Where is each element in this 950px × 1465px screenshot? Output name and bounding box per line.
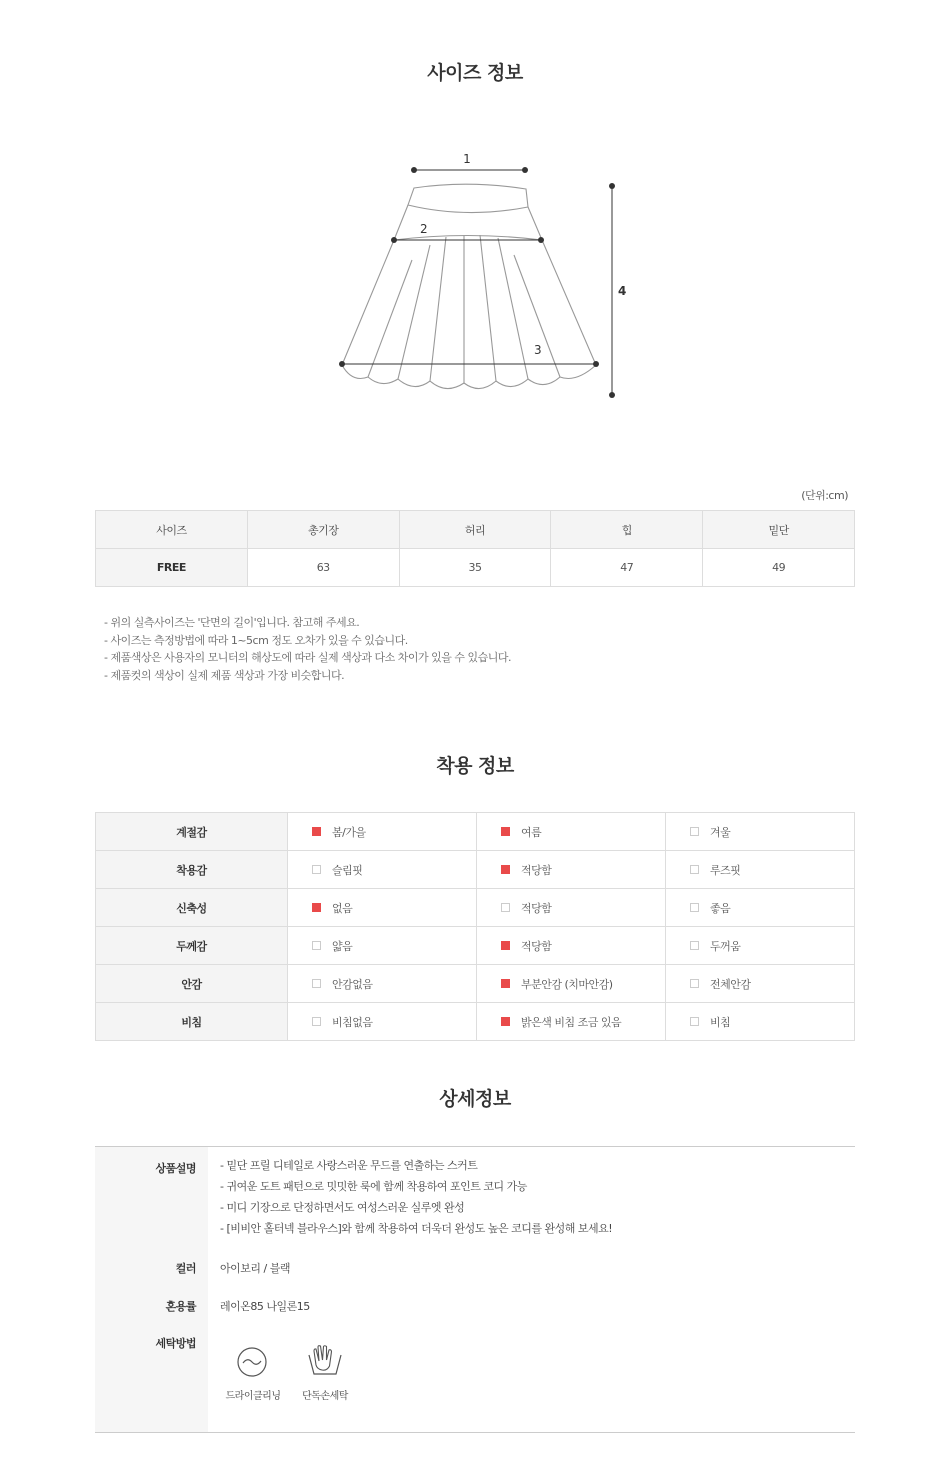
fit-option <box>477 1003 666 1041</box>
unchecked-box-icon <box>690 941 699 950</box>
fabric-label: 혼용률 <box>165 1300 196 1313</box>
fit-row-label: 비침 <box>96 1003 288 1041</box>
size-name-cell: FREE <box>96 549 248 587</box>
unchecked-box-icon <box>690 979 699 988</box>
fit-option <box>288 965 477 1003</box>
fit-option <box>477 851 666 889</box>
size-value-cell: 49 <box>703 549 855 587</box>
measure-line-3 <box>339 343 599 367</box>
fit-row-label: 안감 <box>96 965 288 1003</box>
size-table-header-row <box>96 511 855 549</box>
hand-wash-label: 단독손세탁 <box>302 1391 348 1402</box>
size-header-cell: 허리 <box>399 511 551 549</box>
color-value: 아이보리 / 블랙 <box>220 1262 290 1275</box>
note-line: - 위의 실측사이즈는 '단면의 길이'입니다. 참고해 주세요. <box>104 616 360 629</box>
size-value-cell: 35 <box>399 549 551 587</box>
wash-label: 세탁방법 <box>155 1337 196 1350</box>
size-info-title: 사이즈 정보 <box>427 62 523 84</box>
unchecked-box-icon <box>312 979 321 988</box>
fit-option-label: 얇음 <box>332 939 353 953</box>
dry-clean-icon <box>235 1345 269 1379</box>
measure-label-2: 2 <box>420 222 428 236</box>
checked-box-icon <box>312 827 321 836</box>
detail-label-column <box>95 1147 208 1432</box>
checked-box-icon <box>501 1017 510 1026</box>
fit-row <box>96 1003 855 1041</box>
fit-option-label: 비침없음 <box>332 1015 373 1029</box>
fit-option-label: 전체안감 <box>710 977 751 991</box>
fit-option-label: 부분안감 (치마안감) <box>521 977 613 991</box>
fit-row-label: 두께감 <box>96 927 288 965</box>
note-line: - 사이즈는 측정방법에 따라 1~5cm 정도 오차가 있을 수 있습니다. <box>104 633 408 647</box>
size-header-cell: 힙 <box>551 511 703 549</box>
size-table-row <box>96 549 855 587</box>
fit-option-label: 적당함 <box>521 863 552 877</box>
checked-box-icon <box>501 979 510 988</box>
fit-option-label: 루즈핏 <box>710 863 741 877</box>
fit-option-label: 적당함 <box>521 901 552 915</box>
fit-row <box>96 813 855 851</box>
fit-option <box>666 889 855 927</box>
fit-row-label: 착용감 <box>96 851 288 889</box>
fit-option-label: 적당함 <box>521 939 552 953</box>
fit-option-label: 비침 <box>710 1015 731 1029</box>
fit-option <box>477 813 666 851</box>
fit-row <box>96 927 855 965</box>
unchecked-box-icon <box>501 903 510 912</box>
fit-option-label: 봄/가을 <box>332 825 366 839</box>
fit-row <box>96 851 855 889</box>
size-header-cell: 사이즈 <box>96 511 248 549</box>
detail-info-title: 상세정보 <box>439 1088 511 1110</box>
fit-option-label: 슬림핏 <box>332 863 363 877</box>
unchecked-box-icon <box>690 827 699 836</box>
fit-row <box>96 889 855 927</box>
checked-box-icon <box>501 865 510 874</box>
size-value-cell: 47 <box>551 549 703 587</box>
unchecked-box-icon <box>312 1017 321 1026</box>
fit-option-label: 안감없음 <box>332 977 373 991</box>
note-line: - 제품컷의 색상이 실제 제품 색상과 가장 비슷합니다. <box>104 668 345 682</box>
fit-option <box>288 889 477 927</box>
color-label: 컬러 <box>175 1262 196 1275</box>
unit-label: (단위:cm) <box>801 489 848 502</box>
checked-box-icon <box>501 827 510 836</box>
checked-box-icon <box>312 903 321 912</box>
fit-row <box>96 965 855 1003</box>
fit-option <box>288 927 477 965</box>
dry-clean-label: 드라이클리닝 <box>225 1391 281 1402</box>
fit-row-label: 신축성 <box>96 889 288 927</box>
fit-option-label: 겨울 <box>710 825 731 839</box>
fit-option-label: 좋음 <box>710 901 731 915</box>
desc-line: - 미디 기장으로 단정하면서도 여성스러운 실루엣 완성 <box>220 1201 465 1214</box>
measure-line-2 <box>391 222 544 243</box>
unchecked-box-icon <box>690 865 699 874</box>
fit-option-label: 없음 <box>332 901 353 915</box>
unchecked-box-icon <box>312 941 321 950</box>
fit-option-label: 밝은색 비침 조금 있음 <box>521 1015 622 1029</box>
desc-line: - 밑단 프릴 디테일로 사랑스러운 무드를 연출하는 스커트 <box>220 1159 478 1172</box>
fit-option <box>477 965 666 1003</box>
desc-line: - 귀여운 도트 패턴으로 밋밋한 룩에 함께 착용하여 포인트 코디 가능 <box>220 1180 527 1193</box>
fit-option <box>288 851 477 889</box>
fit-option-label: 여름 <box>521 825 542 839</box>
desc-lines <box>220 1155 612 1239</box>
note-line: - 제품색상은 사용자의 모니터의 해상도에 따라 실제 색상과 다소 차이가 있을 수 있습니다. <box>104 651 511 664</box>
fit-option <box>288 1003 477 1041</box>
fit-option <box>666 1003 855 1041</box>
size-notes <box>104 614 511 684</box>
fit-option <box>666 965 855 1003</box>
unchecked-box-icon <box>312 865 321 874</box>
unchecked-box-icon <box>690 1017 699 1026</box>
size-value-cell: 63 <box>247 549 399 587</box>
checked-box-icon <box>501 941 510 950</box>
measure-line-4 <box>609 183 626 398</box>
fabric-value: 레이온85 나일론15 <box>220 1300 310 1313</box>
size-table <box>95 510 855 587</box>
fit-option <box>288 813 477 851</box>
measure-label-4: 4 <box>618 284 627 298</box>
fit-option <box>666 813 855 851</box>
skirt-measurement-diagram <box>330 145 630 415</box>
fit-option-label: 두꺼움 <box>710 939 741 953</box>
fit-option <box>666 927 855 965</box>
size-header-cell: 밑단 <box>703 511 855 549</box>
size-header-cell: 총기장 <box>247 511 399 549</box>
desc-label: 상품설명 <box>155 1162 196 1175</box>
fit-option <box>477 889 666 927</box>
measure-line-1 <box>411 152 528 173</box>
fit-info-title: 착용 정보 <box>436 755 514 777</box>
fit-option <box>477 927 666 965</box>
measure-label-1: 1 <box>463 152 471 166</box>
desc-line: - [비비안 홀터넥 블라우스]와 함께 착용하여 더욱더 완성도 높은 코디를 완성해 보세요! <box>220 1222 613 1235</box>
unchecked-box-icon <box>690 903 699 912</box>
fit-table <box>95 812 855 1041</box>
measure-label-3: 3 <box>534 343 542 357</box>
hand-wash-icon <box>305 1343 345 1379</box>
fit-row-label: 계절감 <box>96 813 288 851</box>
detail-panel <box>95 1146 855 1433</box>
fit-option <box>666 851 855 889</box>
